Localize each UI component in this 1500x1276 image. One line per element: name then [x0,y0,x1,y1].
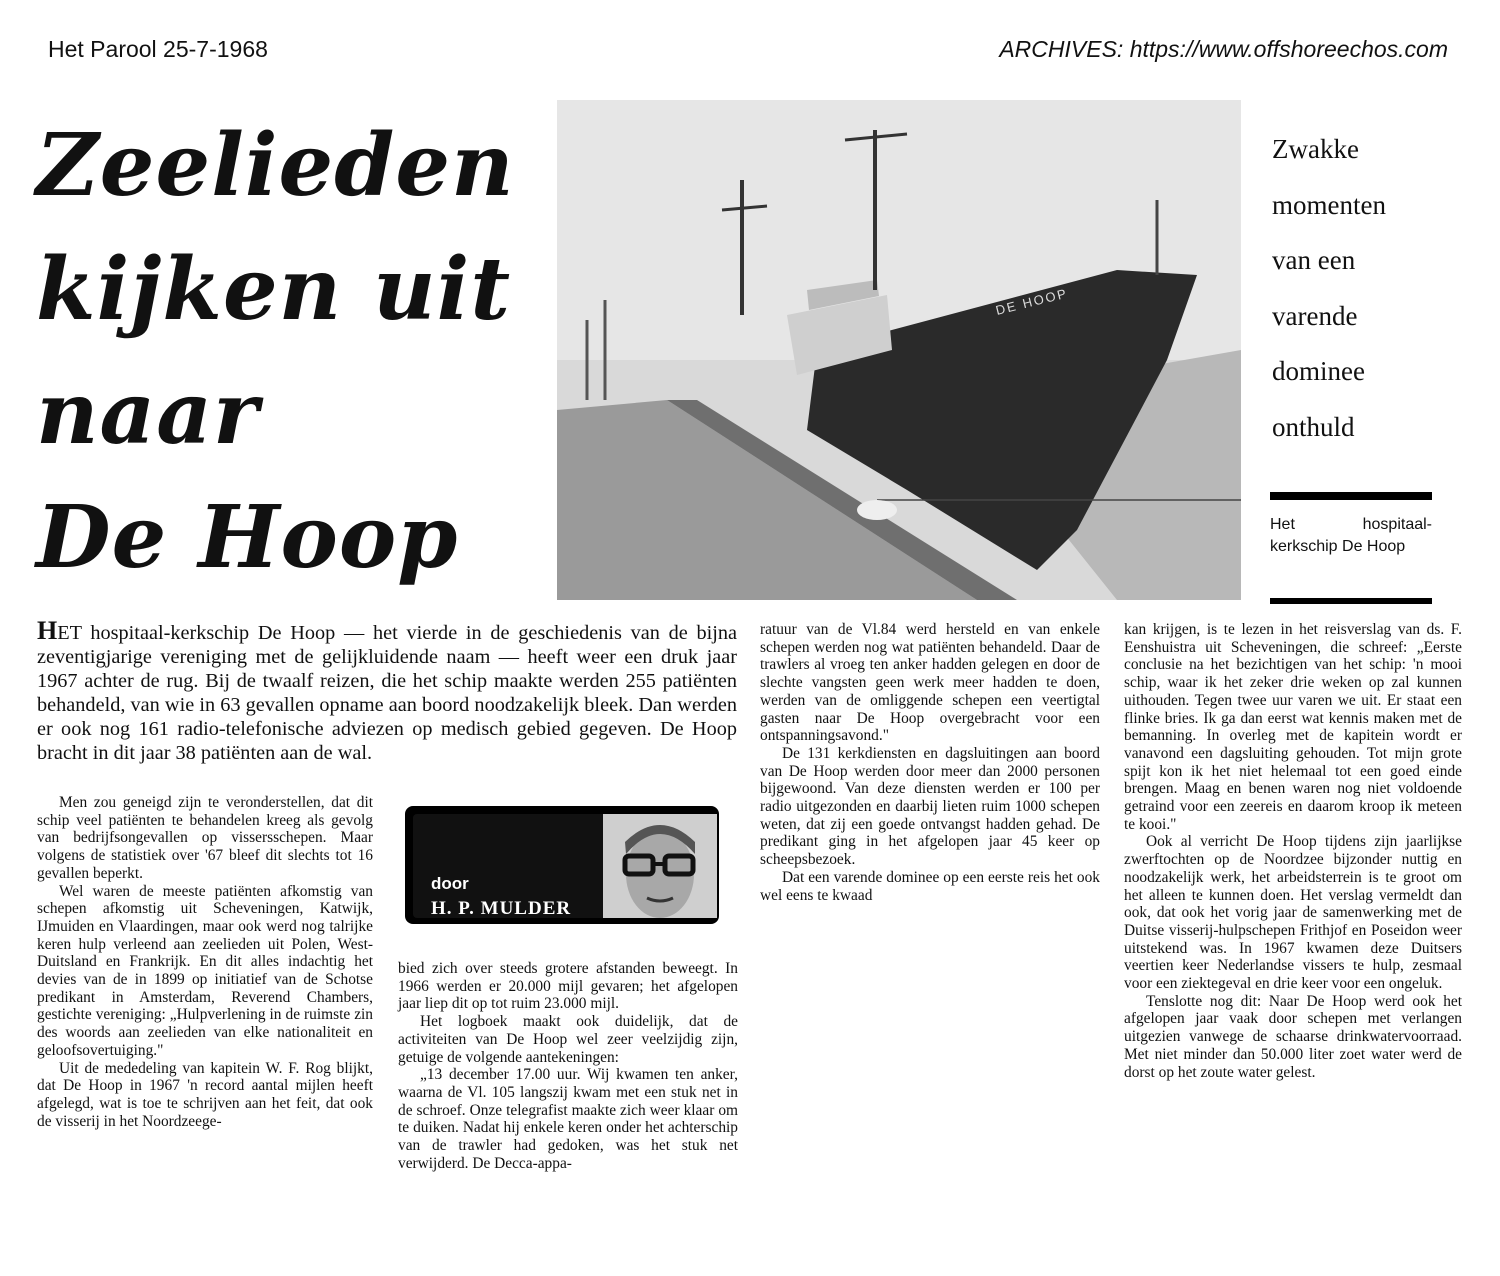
article-column-4 [1124,621,1462,1081]
paragraph: Ook al verricht De Hoop tijdens zijn jaarlijkse zwerftochten op de Noordzee bijzonder nuttig en noodzakelijk werk, het arbeidsterrein is te groot om het alleen te kunnen doen. Het verslag vermeldt dan ook, dat ook het vorig jaar de samenwerking met de Duitse visserij-hulpschepen Frithjof en Poseidon weer uitstekend was. In 1967 kwamen deze Duitsers veertien keer Nederlandse vissers te hulp, zesmaal voor een ziektegeval en drie keer voor een ongeluk. [1124,833,1462,993]
article-column-1 [37,794,373,1130]
archive-url: ARCHIVES: https://www.offshoreechos.com [999,36,1448,62]
paragraph: Tenslotte nog dit: Naar De Hoop werd ook het afgelopen jaar vaak door schepen met verlangen uitgezien vanwege de schaarse drinkwatervoorraad. Met niet minder dan 50.000 liter zoet water werd de dorst op het zoute water gelest. [1124,992,1462,1081]
subhead-line: onthuld [1272,411,1355,442]
subhead-line: van een [1272,245,1356,275]
ship-photo [557,100,1241,600]
byline-door: door [431,874,469,893]
article-column-2 [398,960,738,1172]
paragraph: ratuur van de Vl.84 werd hersteld en van enkele schepen werden nog wat patiënten behandeld. Daar de trawlers al vroeg ten anker hadden gelegen en door de slechte vangsten geen werk meer hadden te doen, werden van de omliggende schepen een veertigtal gasten naar De Hoop overgebracht voor een ontspanningsavond." [760,621,1100,745]
subhead-line: dominee [1272,356,1365,386]
subhead-line: momenten [1272,189,1386,220]
headline-line: kijken uit [36,239,512,340]
portrait-illustration [603,814,717,918]
headline-line: naar [36,363,260,464]
author-portrait [603,814,717,918]
source-label: Het Parool 25-7-1968 [48,36,268,62]
subhead-line: Zwakke [1272,134,1359,164]
paragraph: Men zou geneigd zijn te veronderstellen, dat dit schip veel patiënten te behandelen kreeg als gevolg van bedrijfsongevallen op vissersschepen. Maar volgens de statistiek over '67 bleef dit slechts tot 16 gevallen beperkt. [37,794,373,882]
paragraph: „13 december 17.00 uur. Wij kwamen ten anker, waarna de Vl. 105 langszij kwam met een stuk net in de schroef. Onze telegrafist maakte zich weer klaar om te duiken. Nadat hij enkele keren onder het achterschip van de trawler had gedoken, was het stuk net verwijderd. De Decca-appa- [398,1066,738,1172]
article-column-3 [760,621,1100,904]
lead-text: ET hospitaal-kerkschip De Hoop — het vierde in de geschiedenis van de bijna zeventigjarige vereniging met de gelijkluidende naam — heeft weer een druk jaar 1967 achter de rug. Bij de twaalf reizen, die het schip maakte werden 255 patiënten behandeld, van wie in 63 gevallen opname aan boord noodzakelijk bleek. Dan werden er ook nog 161 radio-telefonische adviezen op medisch gebied gegeven. De Hoop bracht in dit jaar 38 patiënten aan de wal. [37,622,737,764]
subheading [1272,122,1482,455]
author-name: H. P. MULDER [431,898,572,919]
paragraph: kan krijgen, is te lezen in het reisverslag van ds. F. Eenshuistra uit Scheveningen, die schreef: „Eerste conclusie na het bezichtigen van het schip: 'n mooi schip, waar ik het zeker drie weken op zal kunnen uithouden. Tegen twee uur varen we uit. Er staat een flinke bries. Ik ga dan eerst wat kennis maken met de bemanning. In overleg met de kapitein wordt er vanavond een dagsluiting gehouden. Tot mijn grote spijt kon ik het niet helemaal tot een goed einde brengen. Maag en benen waren nog niet voldoende getraind voor een zeereis en daarom kroop ik meteen te kooi." [1124,621,1462,833]
headline-line: De Hoop [36,487,459,588]
caption-rule-bottom [1270,598,1432,604]
byline-box [405,806,719,924]
headline-line: Zeelieden [36,115,515,216]
ship-illustration [557,100,1241,600]
paragraph: Dat een varende dominee op een eerste reis het ook wel eens te kwaad [760,868,1100,904]
drop-cap: H [37,616,58,645]
subhead-line: varende [1272,300,1358,331]
lead-paragraph [37,616,737,765]
ship-name-text: DE HOOP [994,285,1070,318]
photo-caption: Het hospitaal-kerkschip De Hoop [1270,516,1432,555]
paragraph: Het logboek maakt ook duidelijk, dat de activiteiten van De Hoop wel zeer veelzijdig zijn, getuige de volgende aantekeningen: [398,1013,738,1066]
caption-rule-top [1270,492,1432,500]
paragraph: De 131 kerkdiensten en dagsluitingen aan boord van De Hoop werden door meer dan 2000 personen bijgewoond. Van deze diensten werden er 100 per radio uitgezonden en daarbij lieten ruim 1000 schepen weten, dat zij een goede ontvangst hadden gehad. De predikant ging in het afgelopen jaar 45 keer op scheepsbezoek. [760,744,1100,869]
paragraph: bied zich over steeds grotere afstanden beweegt. In 1966 werden er 20.000 mijl gevaren; het afgelopen jaar liep dit op tot ruim 23.000 mijl. [398,960,738,1013]
paragraph: Wel waren de meeste patiënten afkomstig van schepen afkomstig uit Scheveningen, Katwijk, IJmuiden en Vlaardingen, maar ook werd nog talrijke keren hulp verleend aan zeelieden uit Polen, West-Duitsland en Frankrijk. En dit alles indachtig het devies van de in 1899 op initiatief van de Schotse predikant in Amsterdam, Reverend Chambers, gestichte vereniging: „Hulpverlening in de ruimste zin des woords aan zeelieden van elke nationaliteit en geloofsovertuiging." [37,882,373,1059]
paragraph: Uit de mededeling van kapitein W. F. Rog blijkt, dat De Hoop in 1967 'n record aantal mijlen heeft afgelegd, wat is toe te schrijven aan het feit, dat ook de visserij in het Noordzeege- [37,1059,373,1130]
headline [36,104,556,600]
